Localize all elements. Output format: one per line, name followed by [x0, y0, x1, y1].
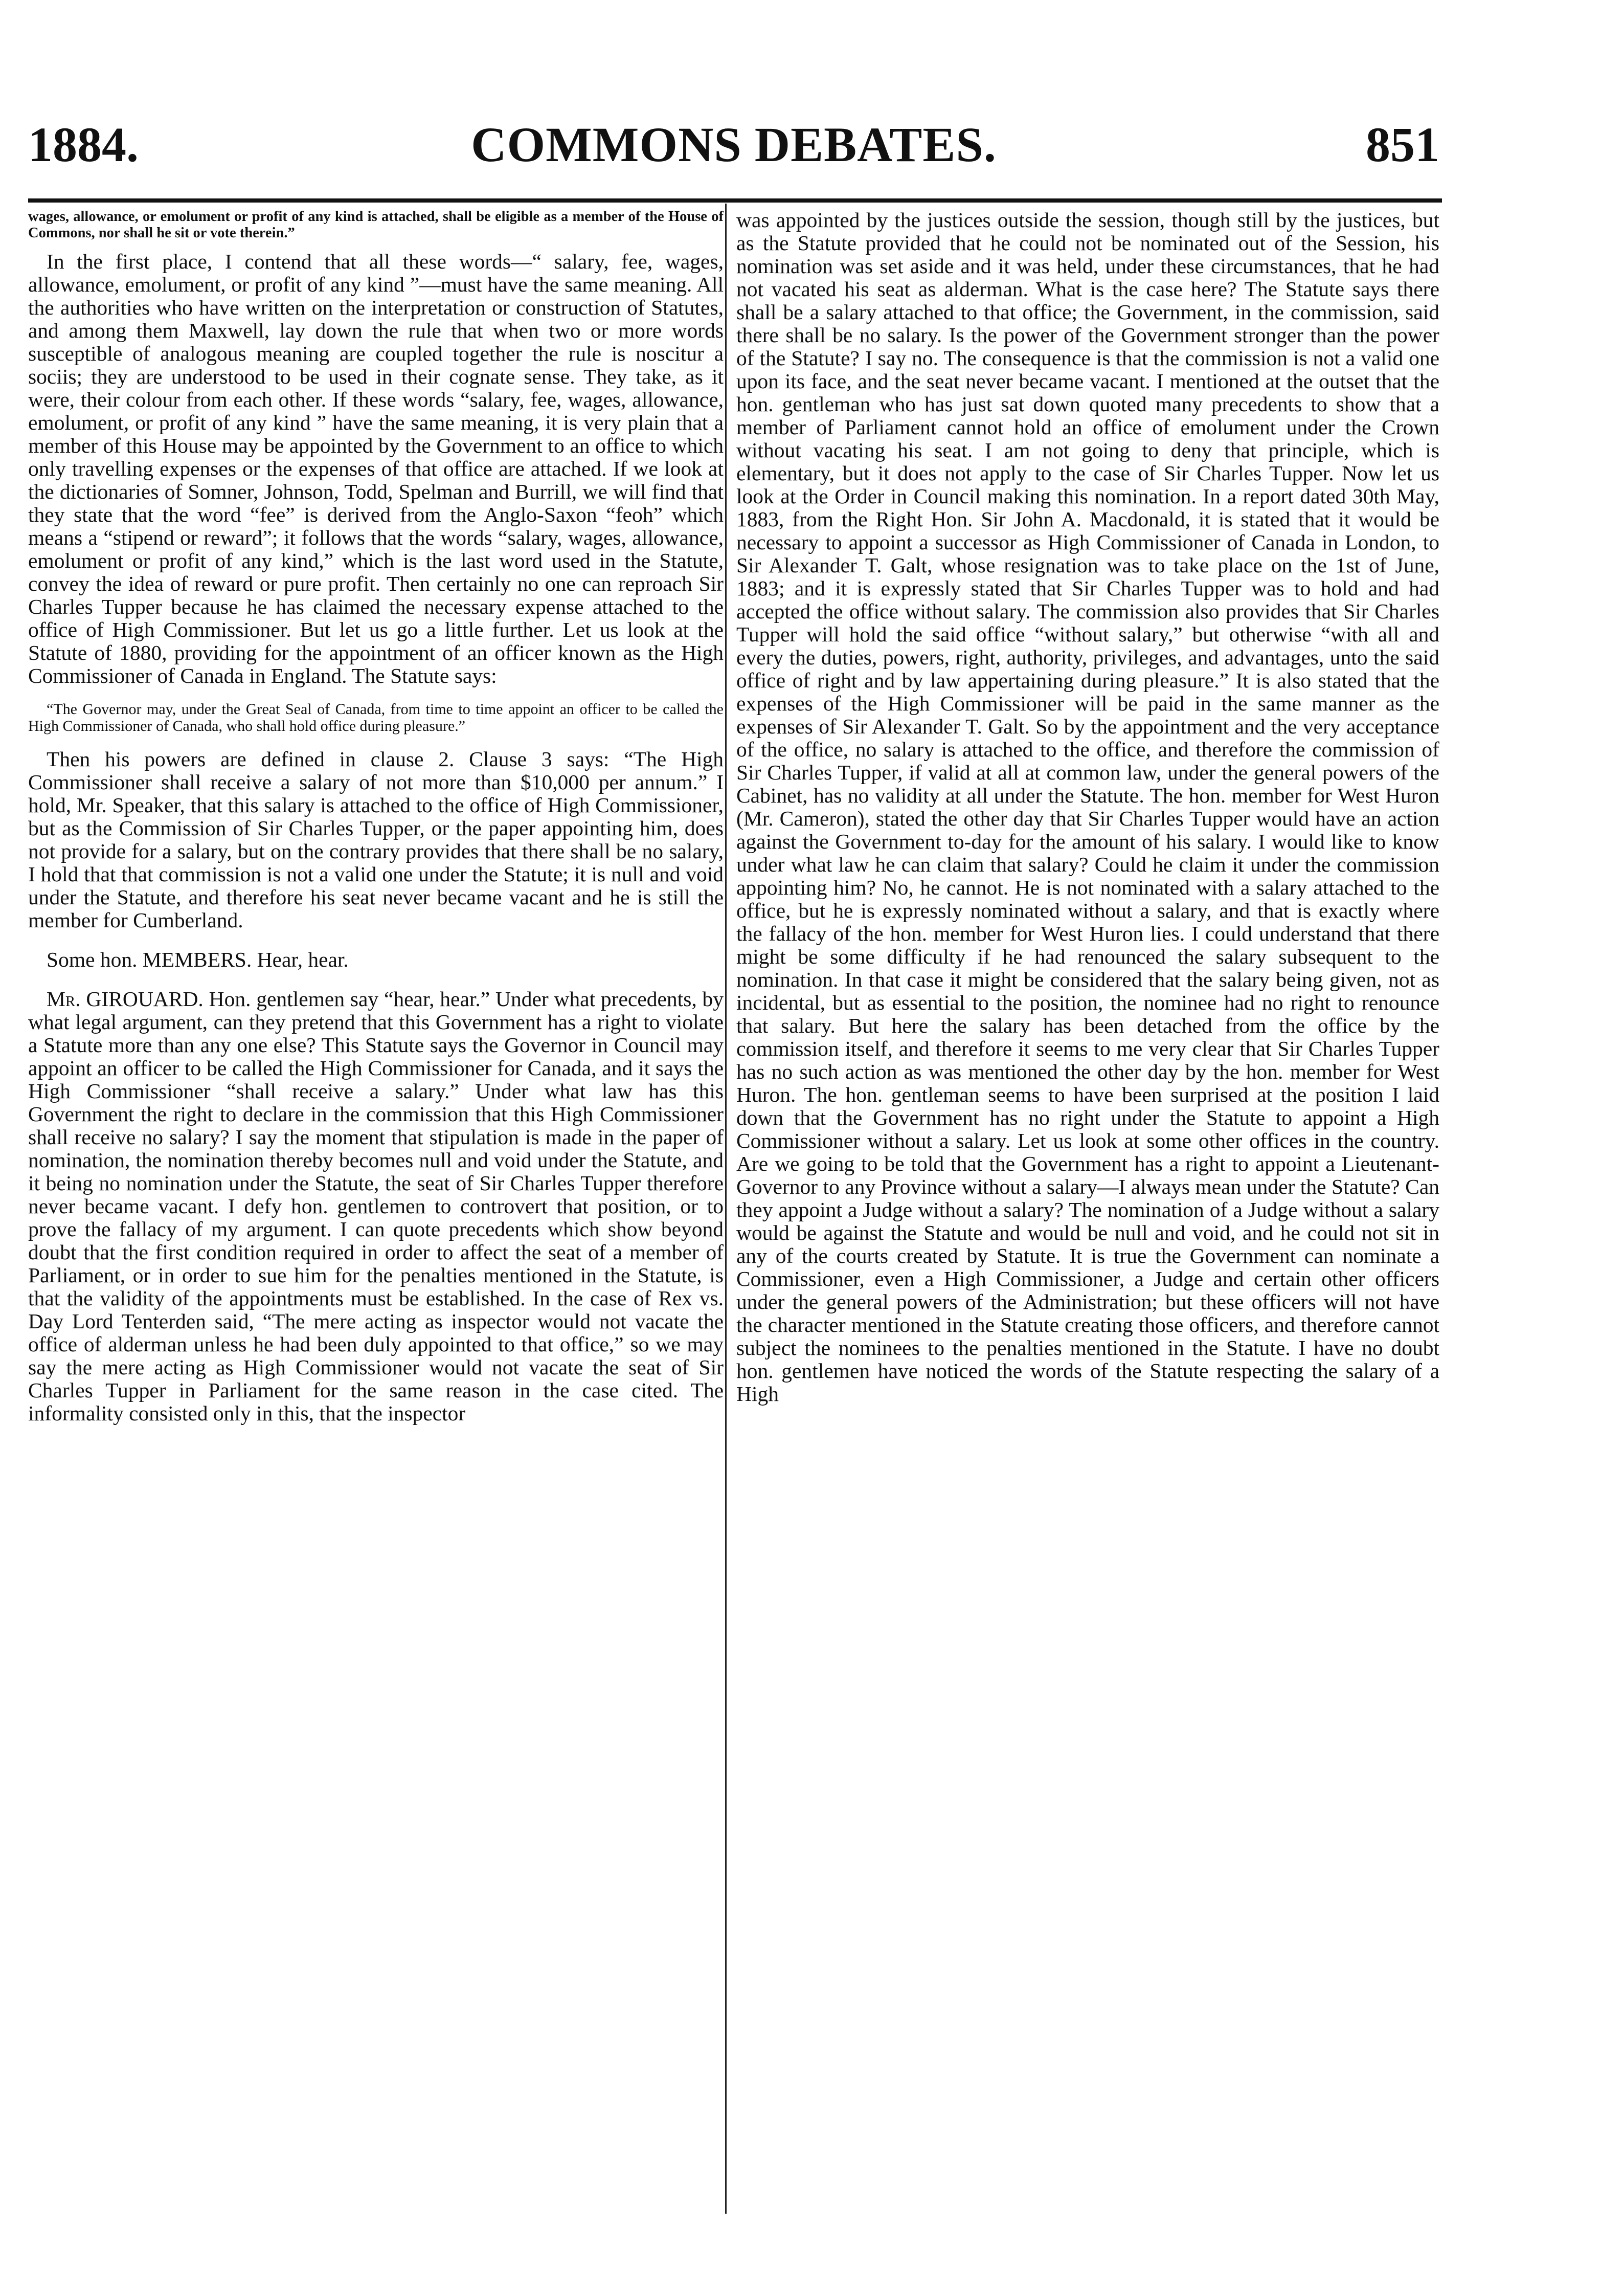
page-number: 851	[1366, 117, 1439, 172]
interjection: Some hon. MEMBERS. Hear, hear.	[47, 948, 349, 971]
header-rule	[28, 198, 1442, 203]
page-header	[28, 117, 1439, 173]
header-year: 1884.	[28, 117, 139, 172]
paragraph: In the first place, I contend that all these words—“ salary, fee, wages, allowance, emolument, or profit of any kind ”—must have the same meaning. All the authorities who have written on the interpretation or construction of Statutes, and among them Maxwell, lay down the rule that when two or more words susceptible of analogous meaning are coupled together the rule is noscitur a sociis; they are understood to be used in their cognate sense. They take, as it were, their colour from each other. If these words “salary, fee, wages, allowance, emolument, or profit of any kind ” have the same meaning, it is very plain that a member of this House may be appointed by the Government to an office to which only travelling expenses or the expenses of that office are attached. If we look at the dictionaries of Somner, Johnson, Todd, Spelman and Burrill, we will find that they state that the word “fee” is derived from the Anglo-Saxon “feoh” which means a “stipend or reward”; it follows that the words “salary, wages, allowance, emolument or profit of any kind,” which is the last word used in the Statute, convey the idea of reward or pure profit. Then certainly no one can reproach Sir Charles Tupper because he has claimed the necessary expense attached to the office of High Commissioner. But let us go a little further. Let us look at the Statute of 1880, providing for the appointment of an officer known as the High Commissioner of Canada in England. The Statute says:	[28, 250, 724, 687]
speaker-name: Mr. GIROUARD.	[47, 987, 204, 1011]
right-column	[736, 209, 1439, 1406]
speech-paragraph	[28, 988, 724, 1425]
statute-excerpt-tail: wages, allowance, or emolument or profit of any kind is attached, shall be eligible as a member of the House of Commons, nor shall he sit or vote therein.”	[28, 209, 724, 241]
header-title: COMMONS DEBATES.	[471, 117, 997, 172]
speech-text: Hon. gentlemen say “hear, hear.” Under what precedents, by what legal argument, can they pretend that this Government has a right to violate a Statute more than any one else? This Statute says the Governor in Council may appoint an officer to be called the High Commissioner for Canada, and it says the High Commissioner “shall receive a salary.” Under what law has this Government the right to declare in the commission that this High Commissioner shall receive no salary? I say the moment that stipulation is made in the paper of nomination, the nomination thereby becomes null and void under the Statute, and it being no nomination under the Statute, the seat of Sir Charles Tupper therefore never became vacant. I defy hon. gentlemen to controvert that position, or to prove the fallacy of my argument. I can quote precedents which show beyond doubt that the first condition required in order to affect the seat of a member of Parliament, or in order to sue him for the penalties mentioned in the Statute, is that the validity of the appointments must be established. In the case of Rex vs. Day Lord Tenterden said, “The mere acting as inspector would not vacate the office of alderman unless he had been duly appointed to that office,” so we may say the mere acting as High Commissioner would not vacate the seat of Sir Charles Tupper in Parliament for the same reason in the case cited. The informality consisted only in this, that the inspector	[28, 987, 724, 1425]
left-column	[28, 209, 724, 1425]
paragraph: was appointed by the justices outside the session, though still by the justices, but as the Statute provided that he could not be nominated out of the Session, his nomination was set aside and it was held, under these circumstances, that he had not vacated his seat as alderman. What is the case here? The Statute says there shall be a salary attached to that office; the Government, in the commission, said there shall be no salary. Is the power of the Government stronger than the power of the Statute? I say no. The consequence is that the commission is not a valid one upon its face, and the seat never became vacant. I mentioned at the outset that the hon. gentleman who has just sat down quoted many precedents to show that a member of Parliament cannot hold an office of emolument under the Crown without vacating his seat. I am not going to deny that principle, which is elementary, but it does not apply to the case of Sir Charles Tupper. Now let us look at the Order in Council making this nomination. In a report dated 30th May, 1883, from the Right Hon. Sir John A. Macdonald, it is stated that it would be necessary to appoint a successor as High Commissioner of Canada in London, to Sir Alexander T. Galt, whose resignation was to take place on the 1st of June, 1883; and it is expressly stated that Sir Charles Tupper was to hold and had accepted the office without salary. The commission also provides that Sir Charles Tupper will hold the said office “without salary,” but otherwise “with all and every the duties, powers, right, authority, privileges, and advantages, unto the said office of right and by law appertaining during pleasure.” It is also stated that the expenses of the High Commissioner will be paid in the same manner as the expenses of Sir Alexander T. Galt. So by the appointment and the very acceptance of the office, no salary is attached to the office, and therefore the commission of Sir Charles Tupper, if valid at all at common law, under the general powers of the Cabinet, has no validity at all under the Statute. The hon. member for West Huron (Mr. Cameron), stated the other day that Sir Charles Tupper would have an action against the Government to-day for the amount of his salary. I would like to know under what law he can claim that salary? Could he claim it under the commission appointing him? No, he cannot. He is not nominated with a salary attached to the office, but he is expressly nominated without a salary, and that is exactly where the fallacy of the hon. member for West Huron lies. I could understand that there might be some difficulty if he had renounced the salary subsequent to the nomination. In that case it might be considered that the salary being given, not as incidental, but as essential to the position, the nominee had no right to renounce that salary. But here the salary has been detached from the office by the commission itself, and therefore it seems to me very clear that Sir Charles Tupper has no such action as was mentioned the other day by the hon. member for West Huron. The hon. gentleman seems to have been surprised at the position I laid down that the Government has no right under the Statute to appoint a High Commissioner without a salary. Let us look at some other offices in the country. Are we going to be told that the Government has a right to appoint a Lieutenant-Governor to any Province without a salary—I always mean under the Statute? Can they appoint a Judge without a salary? The nomination of a Judge without a salary would be against the Statute and would be null and void, and he could not sit in any of the courts created by Statute. It is true the Government can nominate a Commissioner, even a High Commissioner, a Judge and certain other officers under the general powers of the Administration; but these officers will not have the character mentioned in the Statute creating those officers, and therefore cannot subject the nominees to the penalties mentioned in the Statute. I have no doubt hon. gentlemen have noticed the words of the Statute respecting the salary of a High	[736, 208, 1439, 1406]
paragraph: Then his powers are defined in clause 2. Clause 3 says: “The High Commissioner shall receive a salary of not more than $10,000 per annum.” I hold, Mr. Speaker, that this salary is attached to the office of High Commissioner, but as the Commission of Sir Charles Tupper, or the paper appointing him, does not provide for a salary, but on the contrary provides that there shall be no salary, I hold that that commission is not a valid one under the Statute; it is null and void under the Statute, and therefore his seat never became vacant and he is still the member for Cumberland.	[28, 747, 724, 932]
block-quote: “The Governor may, under the Great Seal of Canada, from time to time appoint an officer to be called the High Commissioner of Canada, who shall hold office during pleasure.”	[28, 701, 724, 734]
column-divider	[725, 204, 727, 2214]
